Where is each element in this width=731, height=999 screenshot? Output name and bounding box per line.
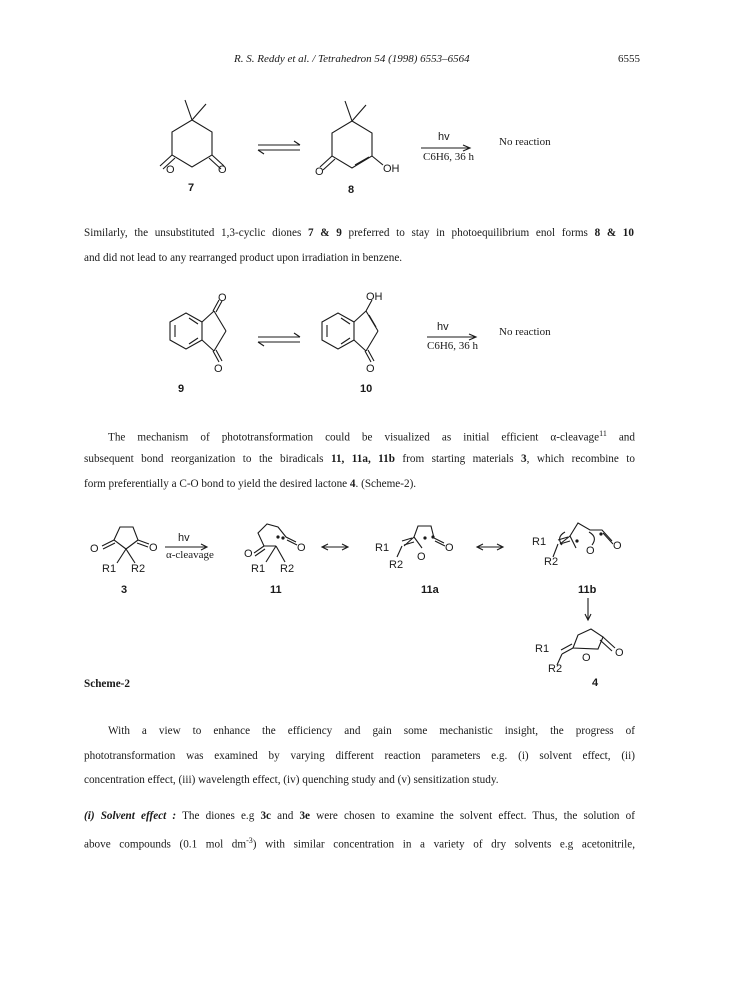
structure-3 bbox=[102, 527, 149, 563]
svg-text:No reaction: No reaction bbox=[499, 136, 551, 148]
svg-text:O: O bbox=[218, 164, 227, 176]
structure-8 bbox=[320, 101, 383, 170]
svg-text:7: 7 bbox=[188, 182, 195, 194]
structure-7 bbox=[160, 100, 224, 169]
svg-text:8: 8 bbox=[348, 184, 355, 196]
svg-text:O: O bbox=[582, 652, 591, 664]
paragraph-2-line-3: form preferentially a C-O bond to yield the desired lactone 4. (Scheme-2). bbox=[84, 478, 417, 490]
paragraph-3-line-1: With a view to enhance the efficiency and gain some mechanistic insight, the progress of bbox=[108, 725, 635, 737]
svg-text:hv: hv bbox=[437, 321, 449, 333]
svg-text:C6H6, 36 h: C6H6, 36 h bbox=[427, 340, 479, 352]
svg-text:R2: R2 bbox=[544, 556, 559, 568]
svg-text:11: 11 bbox=[270, 584, 282, 596]
paragraph-1-line-1: Similarly, the unsubstituted 1,3-cyclic diones 7 & 9 preferred to stay in photoequilibrium enol forms 8 & 10 bbox=[84, 227, 634, 239]
svg-text:O: O bbox=[615, 647, 624, 659]
svg-text:4: 4 bbox=[592, 677, 599, 689]
equilibrium-arrow-2 bbox=[258, 333, 300, 346]
paragraph-1-line-2: and did not lead to any rearranged product upon irradiation in benzene. bbox=[84, 252, 403, 264]
svg-text:O: O bbox=[613, 540, 622, 552]
svg-text:O: O bbox=[297, 542, 306, 554]
svg-text:R2: R2 bbox=[131, 563, 146, 575]
svg-text:O: O bbox=[445, 542, 454, 554]
svg-text:R1: R1 bbox=[532, 536, 547, 548]
svg-text:R2: R2 bbox=[280, 563, 295, 575]
svg-text:11b: 11b bbox=[578, 584, 597, 596]
svg-text:R1: R1 bbox=[535, 643, 550, 655]
svg-text:R1: R1 bbox=[102, 563, 117, 575]
paragraph-4-line-1: (i) Solvent effect : The diones e.g 3c and 3e were chosen to examine the solvent effect. Thus, the solution of bbox=[84, 810, 635, 822]
running-header: R. S. Reddy et al. / Tetrahedron 54 (1998) 6553–6564 bbox=[234, 53, 470, 65]
svg-text:O: O bbox=[244, 548, 253, 560]
svg-text:O: O bbox=[166, 164, 175, 176]
svg-text:R1: R1 bbox=[375, 542, 390, 554]
svg-text:C6H6, 36 h: C6H6, 36 h bbox=[423, 151, 475, 163]
svg-text:No reaction: No reaction bbox=[499, 326, 551, 338]
svg-text:9: 9 bbox=[178, 383, 185, 395]
svg-text:O: O bbox=[315, 166, 324, 178]
svg-text:R2: R2 bbox=[548, 663, 563, 675]
structure-9 bbox=[170, 300, 226, 362]
svg-text:3: 3 bbox=[121, 584, 128, 596]
svg-text:R2: R2 bbox=[389, 559, 404, 571]
svg-text:O: O bbox=[417, 551, 426, 563]
svg-text:R1: R1 bbox=[251, 563, 266, 575]
svg-text:O: O bbox=[586, 545, 595, 557]
svg-text:11a: 11a bbox=[421, 584, 439, 596]
paragraph-3-line-3: concentration effect, (iii) wavelength effect, (iv) quenching study and (v) sensitization study. bbox=[84, 774, 499, 786]
page-number: 6555 bbox=[618, 53, 640, 65]
paragraph-4-line-2: above compounds (0.1 mol $dm^{-3}$) with similar concentration in a variety of dry solvents e.g acetonitrile, bbox=[84, 836, 635, 851]
svg-text:OH: OH bbox=[366, 291, 383, 303]
svg-text:α-cleavage: α-cleavage bbox=[166, 549, 214, 561]
svg-text:hv: hv bbox=[178, 532, 190, 544]
chem-labels bbox=[90, 131, 624, 689]
equilibrium-arrow bbox=[258, 141, 300, 154]
svg-text:OH: OH bbox=[383, 163, 400, 175]
structure-11 bbox=[254, 524, 297, 562]
svg-text:10: 10 bbox=[360, 383, 373, 395]
paragraph-2-line-1: The mechanism of phototransformation could be visualized as initial efficient α-cleavage$^{11}$ and bbox=[108, 429, 635, 444]
paragraph-3-line-2: phototransformation was examined by varying different reaction parameters e.g. (i) solvent effect, (ii) bbox=[84, 750, 635, 762]
paragraph-2-line-2: subsequent bond reorganization to the biradicals 11, 11a, 11b from starting materials 3, which recombine to bbox=[84, 453, 636, 465]
svg-text:O: O bbox=[366, 363, 375, 375]
svg-text:O: O bbox=[90, 543, 99, 555]
structure-10 bbox=[322, 300, 378, 362]
svg-text:O: O bbox=[218, 292, 227, 304]
svg-text:O: O bbox=[214, 363, 223, 375]
structure-11b bbox=[553, 523, 613, 557]
scheme-label: Scheme-2 bbox=[84, 678, 130, 690]
svg-text:hv: hv bbox=[438, 131, 450, 143]
svg-text:O: O bbox=[149, 542, 158, 554]
